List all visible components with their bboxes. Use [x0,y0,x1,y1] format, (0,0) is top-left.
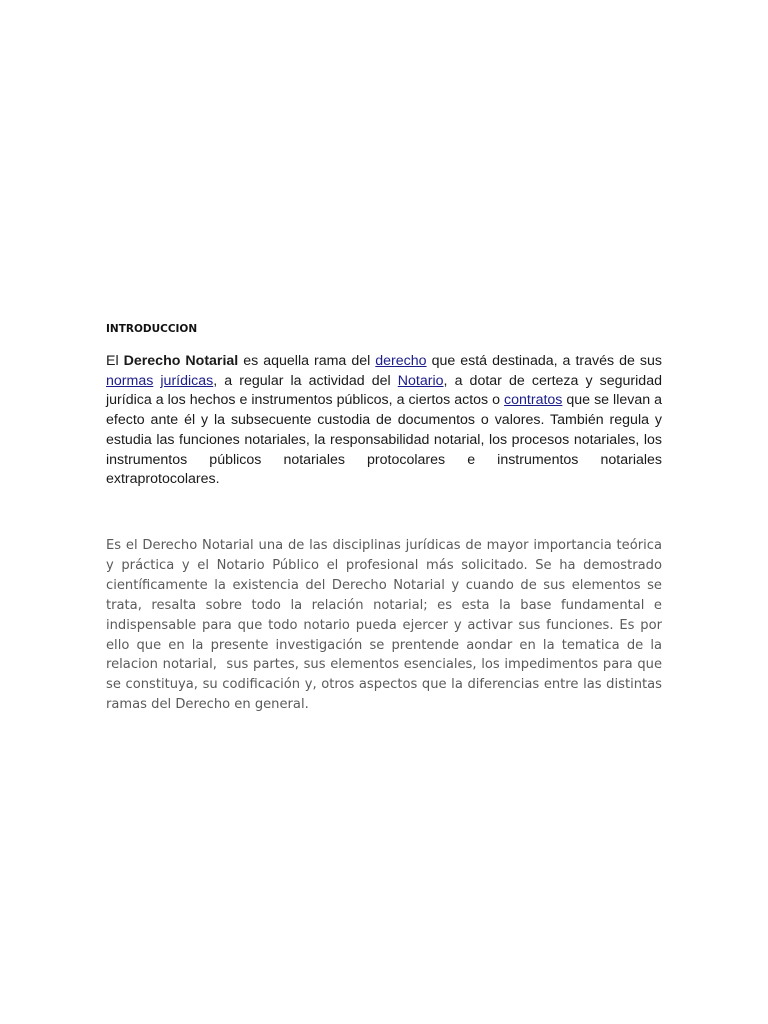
text-run: es aquella rama del [238,353,376,369]
text-run: que está destinada, a través de sus [426,353,662,369]
link-contratos[interactable]: contratos [504,392,563,409]
text-run: que se llevan a efecto ante él y la subsecuente custodia de documentos o valores. También regula y estudia las funciones notariales, la responsabilidad notarial, los procesos notariales, los instrumentos públicos notariales protocolares e instrumentos notariales extraprotocolares. [106,392,663,488]
text-run: , a regular la actividad del [213,372,398,389]
link-notario[interactable]: Notario [397,372,444,389]
link-derecho[interactable]: derecho [375,353,427,369]
link-normas[interactable]: normas [106,372,154,389]
section-heading: INTRODUCCION [106,323,198,335]
text-run: El [106,353,124,369]
text-run: , a dotar de certeza y seguridad jurídica a los hechos e instrumentos públicos, a ciertos actos o [106,372,662,409]
link-juridicas[interactable]: jurídicas [160,372,214,389]
body-paragraph: Es el Derecho Notarial una de las disciplinas jurídicas de mayor importancia teórica y práctica y el Notario Público el profesional más solicitado. Se ha demostrado científicamente la existencia del Derecho Notarial y cuando de sus elementos se trata, resalta sobre todo la relación notarial; es esta la base fundamental e indispensable para que todo notario pueda ejercer y activar sus funciones. Es por ello que en la presente investigación se prentende aondar en la tematica de la relacion notarial, sus partes, sus elementos esenciales, los impedimentos para que se constituya, su codificación y, otros aspectos que la diferencias entre las distintas ramas del Derecho en general. [106,538,667,713]
intro-paragraph [106,352,662,490]
bold-term: Derecho Notarial [123,353,239,369]
